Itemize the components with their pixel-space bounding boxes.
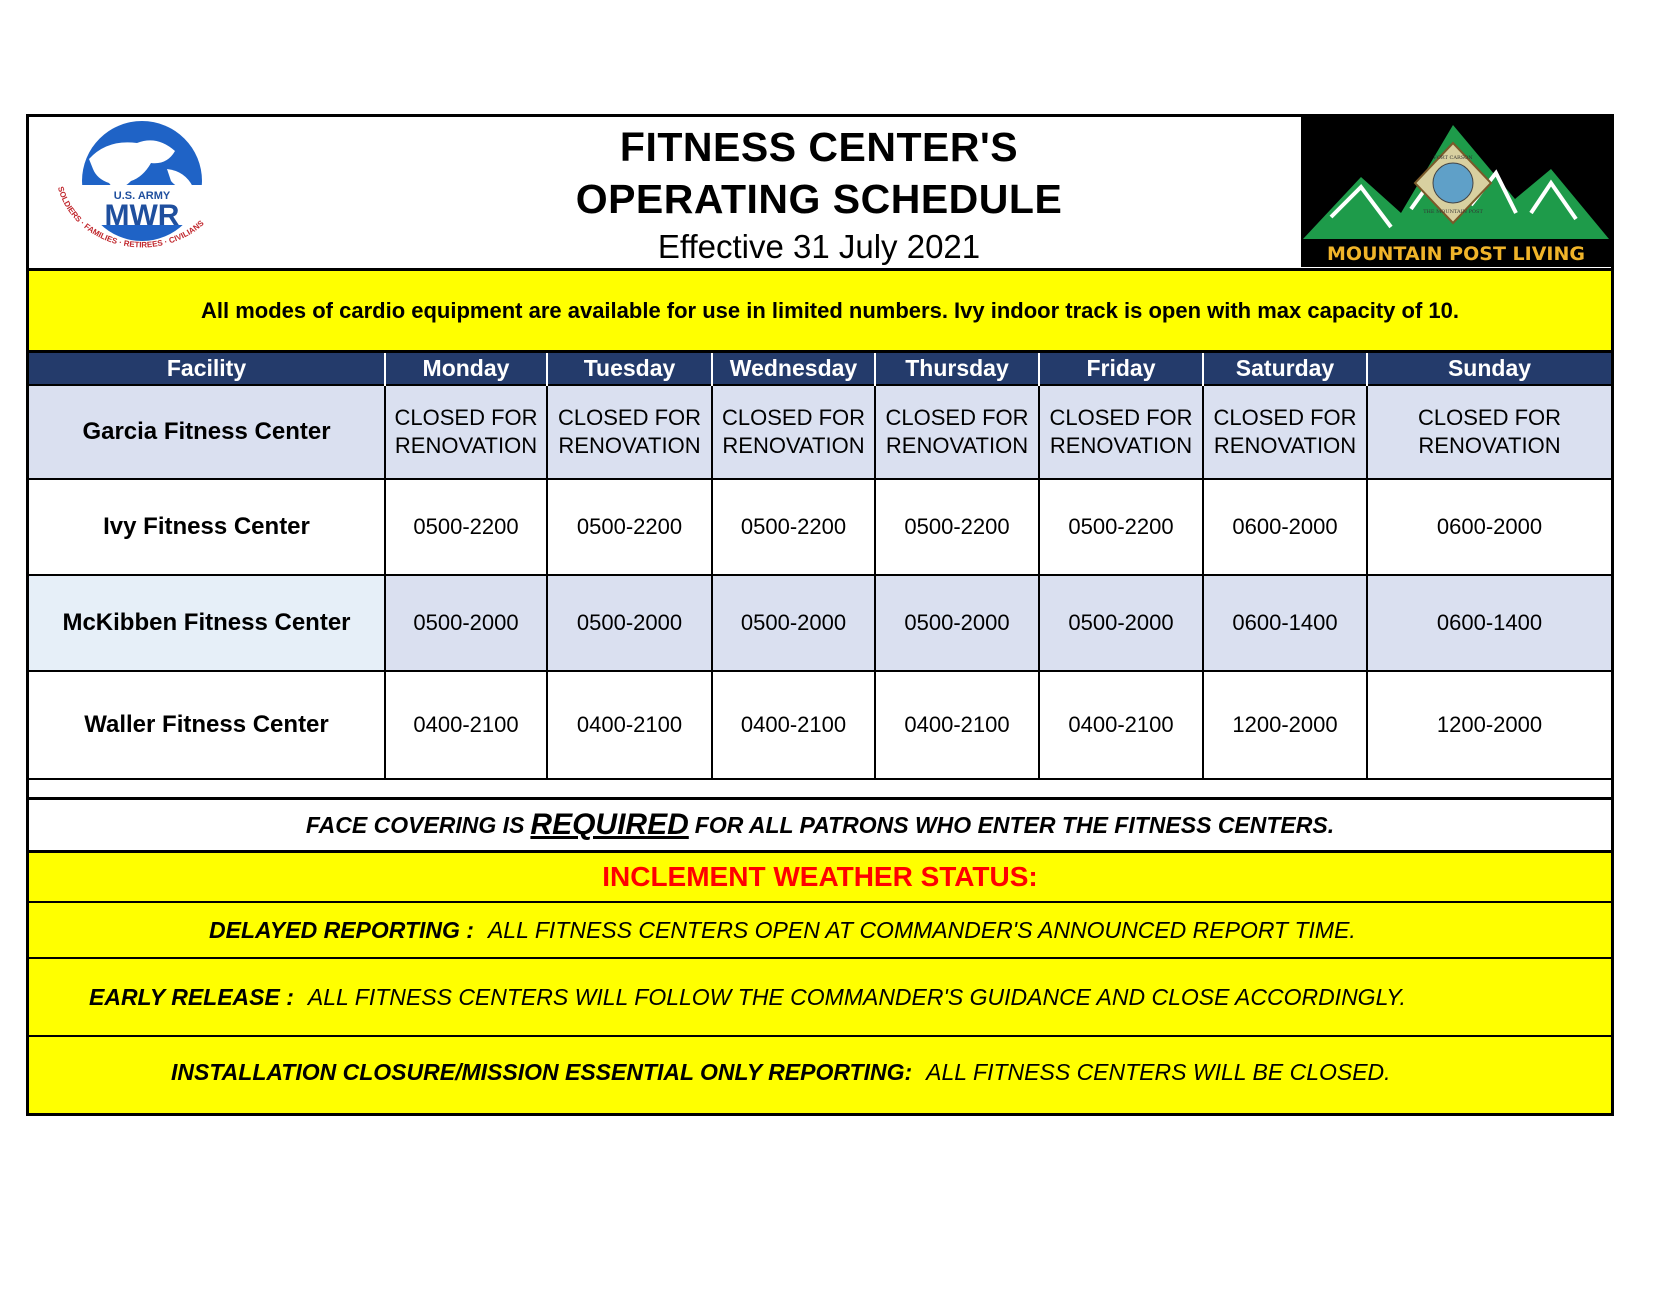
hours-cell: 0400-2100: [875, 671, 1039, 779]
title-line-1: FITNESS CENTER'S: [619, 124, 1019, 170]
hours-cell: [385, 385, 547, 479]
hours-cell: 0400-2100: [1039, 671, 1203, 779]
closed-line-2: RENOVATION: [1049, 433, 1193, 458]
face-covering-prefix: FACE COVERING IS: [305, 811, 525, 838]
header: [29, 117, 1611, 271]
hours-cell: 0500-2000: [385, 575, 547, 671]
closed-line-2: RENOVATION: [885, 433, 1029, 458]
hours-cell: 0600-2000: [1203, 479, 1367, 575]
closed-line-2: RENOVATION: [1418, 433, 1561, 458]
early-text: ALL FITNESS CENTERS WILL FOLLOW THE COMMANDER'S GUIDANCE AND CLOSE ACCORDINGLY.: [307, 983, 1406, 1010]
closed-line-1: CLOSED FOR: [1213, 405, 1357, 430]
face-covering-suffix: FOR ALL PATRONS WHO ENTER THE FITNESS CENTERS.: [694, 811, 1335, 838]
col-header-tuesday: Tuesday: [547, 353, 712, 385]
table-row: [29, 575, 1611, 671]
hours-cell: 0500-2200: [1039, 479, 1203, 575]
closed-line-1: CLOSED FOR: [885, 405, 1029, 430]
facility-name: McKibben Fitness Center: [29, 575, 385, 671]
table-row: [29, 385, 1611, 479]
col-header-thursday: Thursday: [875, 353, 1039, 385]
hours-cell: 0500-2200: [875, 479, 1039, 575]
title-block: [409, 117, 1229, 267]
facility-name: Garcia Fitness Center: [29, 385, 385, 479]
closed-line-1: CLOSED FOR: [557, 405, 702, 430]
hours-cell: 0500-2000: [547, 575, 712, 671]
closure-label: INSTALLATION CLOSURE/MISSION ESSENTIAL ONLY REPORTING:: [171, 1059, 913, 1085]
hours-cell: 1200-2000: [1367, 671, 1611, 779]
closed-line-1: CLOSED FOR: [721, 405, 866, 430]
schedule-table: [29, 353, 1611, 780]
table-row: [29, 479, 1611, 575]
closed-line-1: CLOSED FOR: [394, 405, 538, 430]
hours-cell: [1039, 385, 1203, 479]
early-label: EARLY RELEASE :: [89, 983, 294, 1010]
delayed-reporting-row: [29, 903, 1611, 959]
early-release-row: [29, 959, 1611, 1037]
closed-line-2: RENOVATION: [1213, 433, 1357, 458]
hours-cell: 0500-2000: [712, 575, 875, 671]
hours-cell: [712, 385, 875, 479]
table-row: [29, 671, 1611, 779]
closed-line-2: RENOVATION: [722, 433, 865, 458]
hours-cell: [1203, 385, 1367, 479]
hours-cell: 0400-2100: [712, 671, 875, 779]
hours-cell: 0400-2100: [547, 671, 712, 779]
facility-name: Waller Fitness Center: [29, 671, 385, 779]
hours-cell: 0400-2100: [385, 671, 547, 779]
schedule-sheet: [26, 114, 1614, 1116]
delayed-label: DELAYED REPORTING :: [209, 916, 474, 943]
closed-line-1: CLOSED FOR: [1049, 405, 1193, 430]
cardio-notice: All modes of cardio equipment are available for use in limited numbers. Ivy indoor track is open with max capacity of 10.: [29, 271, 1611, 353]
hours-cell: 0500-2000: [875, 575, 1039, 671]
mountain-post-living-logo: [1301, 117, 1611, 267]
hours-cell: 0500-2200: [712, 479, 875, 575]
hours-cell: 0600-2000: [1367, 479, 1611, 575]
svg-text:U.S. ARMY: U.S. ARMY: [113, 190, 171, 202]
col-header-wednesday: Wednesday: [712, 353, 875, 385]
face-covering-emphasis: REQUIRED: [530, 808, 689, 841]
svg-text:MWR: MWR: [104, 199, 180, 232]
closure-text: ALL FITNESS CENTERS WILL BE CLOSED.: [926, 1059, 1391, 1085]
title-line-2: OPERATING SCHEDULE: [575, 176, 1063, 222]
svg-text:THE MOUNTAIN POST: THE MOUNTAIN POST: [1423, 209, 1483, 215]
installation-closure-row: [29, 1037, 1611, 1113]
effective-date: Effective 31 July 2021: [657, 228, 981, 265]
weather-status-title: INCLEMENT WEATHER STATUS:: [29, 853, 1611, 903]
hours-cell: [1367, 385, 1611, 479]
hours-cell: [547, 385, 712, 479]
army-mwr-logo: [47, 121, 237, 267]
col-header-friday: Friday: [1039, 353, 1203, 385]
hours-cell: 0600-1400: [1203, 575, 1367, 671]
face-covering-notice: [29, 797, 1611, 853]
svg-text:SOLDIERS · FAMILIES · RETIREES: SOLDIERS · FAMILIES · RETIREES · CIVILIANS: [55, 185, 206, 250]
svg-text:FORT CARSON: FORT CARSON: [1433, 155, 1473, 161]
hours-cell: 1200-2000: [1203, 671, 1367, 779]
hours-cell: 0600-1400: [1367, 575, 1611, 671]
hours-cell: 0500-2200: [547, 479, 712, 575]
col-header-monday: Monday: [385, 353, 547, 385]
closed-line-1: CLOSED FOR: [1417, 405, 1562, 430]
col-header-facility: Facility: [29, 353, 385, 385]
svg-text:MOUNTAIN POST LIVING: MOUNTAIN POST LIVING: [1327, 243, 1585, 265]
col-header-saturday: Saturday: [1203, 353, 1367, 385]
hours-cell: 0500-2200: [385, 479, 547, 575]
col-header-sunday: Sunday: [1367, 353, 1611, 385]
hours-cell: 0500-2000: [1039, 575, 1203, 671]
facility-name: Ivy Fitness Center: [29, 479, 385, 575]
delayed-text: ALL FITNESS CENTERS OPEN AT COMMANDER'S ANNOUNCED REPORT TIME.: [487, 916, 1356, 943]
table-header-row: [29, 353, 1611, 385]
closed-line-2: RENOVATION: [394, 433, 538, 458]
closed-line-2: RENOVATION: [558, 433, 701, 458]
hours-cell: [875, 385, 1039, 479]
